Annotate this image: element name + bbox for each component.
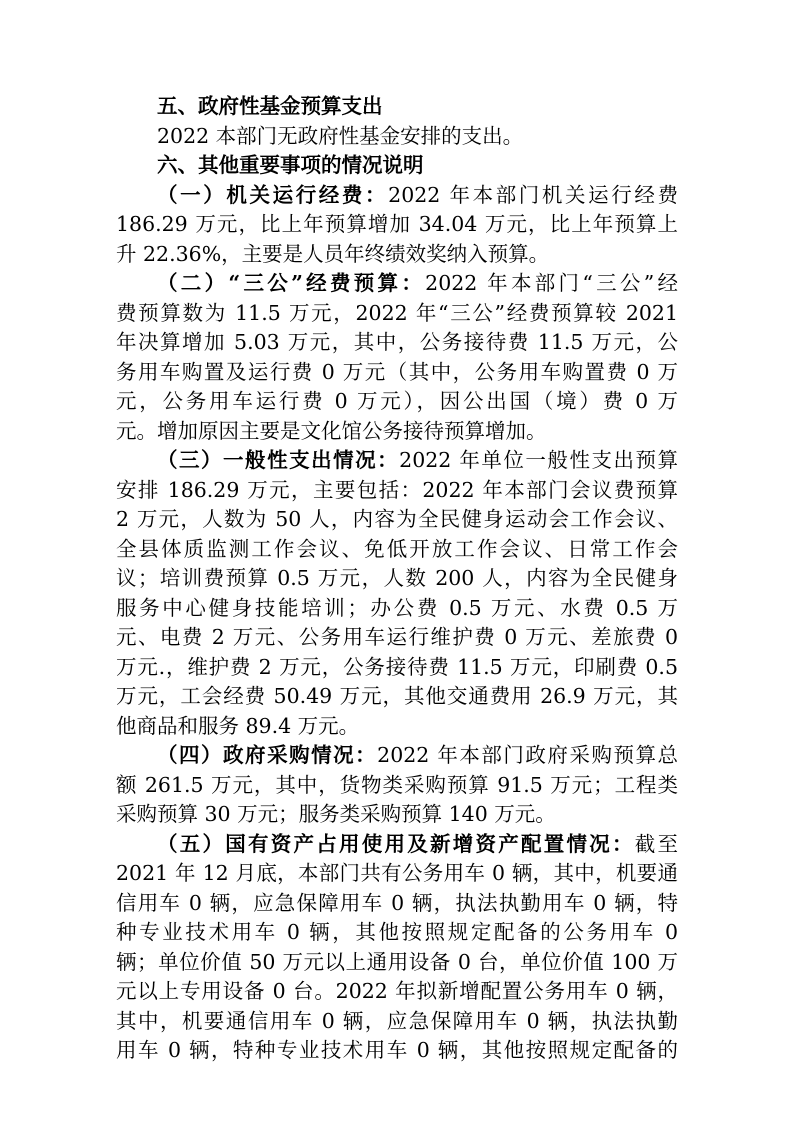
section-4-line-2: 额 261.5 万元，其中，货物类采购预算 91.5 万元；工程类	[116, 772, 678, 797]
section-4-text: 2022 年本部门政府采购预算总	[377, 743, 679, 767]
section-3-line-4: 全县体质监测工作会议、免低开放工作会议、日常工作会	[116, 536, 678, 561]
section-5-line-6: 元以上专用设备 0 台。2022 年拟新增配置公务用车 0 辆，	[116, 979, 678, 1003]
section-3-line-2: 安排 186.29 万元，主要包括：2022 年本部门会议费预算	[116, 477, 678, 502]
section-3-line-1	[116, 446, 678, 476]
section-1-line-1	[116, 181, 678, 211]
section-5-line-4: 种专业技术用车 0 辆，其他按照规定配备的公务用车 0	[116, 920, 678, 944]
section-1-label: （一）机关运行经费：	[157, 182, 389, 207]
section-2-text: 2022 年本部门“三公”经	[425, 271, 678, 295]
section-4-line-1	[116, 741, 678, 771]
section-5-line-3: 信用车 0 辆，应急保障用车 0 辆，执法执勤用车 0 辆，特	[116, 890, 678, 915]
section-5-line-1	[116, 830, 678, 860]
heading-other-matters: 六、其他重要事项的情况说明	[157, 153, 424, 177]
section-3-line-8: 万元.，维护费 2 万元，公务接待费 11.5 万元，印刷费 0.5	[116, 654, 678, 679]
section-5-line-7: 其中，机要通信用车 0 辆，应急保障用车 0 辆，执法执勤	[116, 1008, 678, 1033]
section-2-line-1	[116, 269, 678, 299]
section-2-line-5: 元，公务用车运行费 0 万元），因公出国（境）费 0 万	[116, 389, 678, 413]
paragraph-government-fund: 2022 本部门无政府性基金安排的支出。	[157, 123, 524, 148]
section-5-line-5: 辆；单位价值 50 万元以上通用设备 0 台，单位价值 100 万	[116, 949, 678, 974]
section-4-label: （四）政府采购情况：	[157, 743, 378, 767]
section-2-line-6: 元。增加原因主要是文化馆公务接待预算增加。	[116, 418, 547, 443]
section-3-line-9: 万元，工会经费 50.49 万元，其他交通费用 26.9 万元，其	[116, 684, 678, 708]
heading-government-fund: 五、政府性基金预算支出	[157, 94, 383, 118]
section-1-text: 2022 年本部门机关运行经费	[388, 182, 678, 207]
section-1-line-2: 186.29 万元，比上年预算增加 34.04 万元，比上年预算上	[116, 212, 678, 236]
section-3-label: （三）一般性支出情况：	[157, 448, 400, 472]
document-page	[116, 92, 678, 1066]
section-5-line-8: 用车 0 辆，特种专业技术用车 0 辆，其他按照规定配备的	[116, 1038, 678, 1062]
section-3-line-10: 他商品和服务 89.4 万元。	[116, 713, 360, 738]
section-3-line-3: 2 万元，人数为 50 人，内容为全民健身运动会工作会议、	[116, 507, 678, 531]
section-3-line-7: 元、电费 2 万元、公务用车运行维护费 0 万元、差旅费 0	[116, 625, 678, 649]
section-2-label: （二）“三公”经费预算：	[157, 271, 426, 295]
section-2-line-3: 年决算增加 5.03 万元，其中，公务接待费 11.5 万元，公	[116, 330, 678, 354]
section-3-line-6: 服务中心健身技能培训；办公费 0.5 万元、水费 0.5 万	[116, 595, 678, 620]
section-3-text: 2022 年单位一般性支出预算	[399, 448, 679, 472]
section-1-line-3: 升 22.36%，主要是人员年终绩效奖纳入预算。	[116, 241, 550, 266]
section-2-line-2: 费预算数为 11.5 万元，2022 年“三公”经费预算较 2021	[116, 300, 678, 325]
section-5-line-2: 2021 年 12 月底，本部门共有公务用车 0 辆，其中，机要通	[116, 861, 678, 885]
section-5-text: 截至	[634, 831, 678, 856]
section-2-line-4: 务用车购置及运行费 0 万元（其中，公务用车购置费 0 万	[116, 359, 678, 384]
section-3-line-5: 议；培训费预算 0.5 万元，人数 200 人，内容为全民健身	[116, 566, 678, 590]
section-4-line-3: 采购预算 30 万元；服务类采购预算 140 万元。	[116, 802, 556, 826]
section-5-label: （五）国有资产占用使用及新增资产配置情况：	[157, 831, 635, 856]
